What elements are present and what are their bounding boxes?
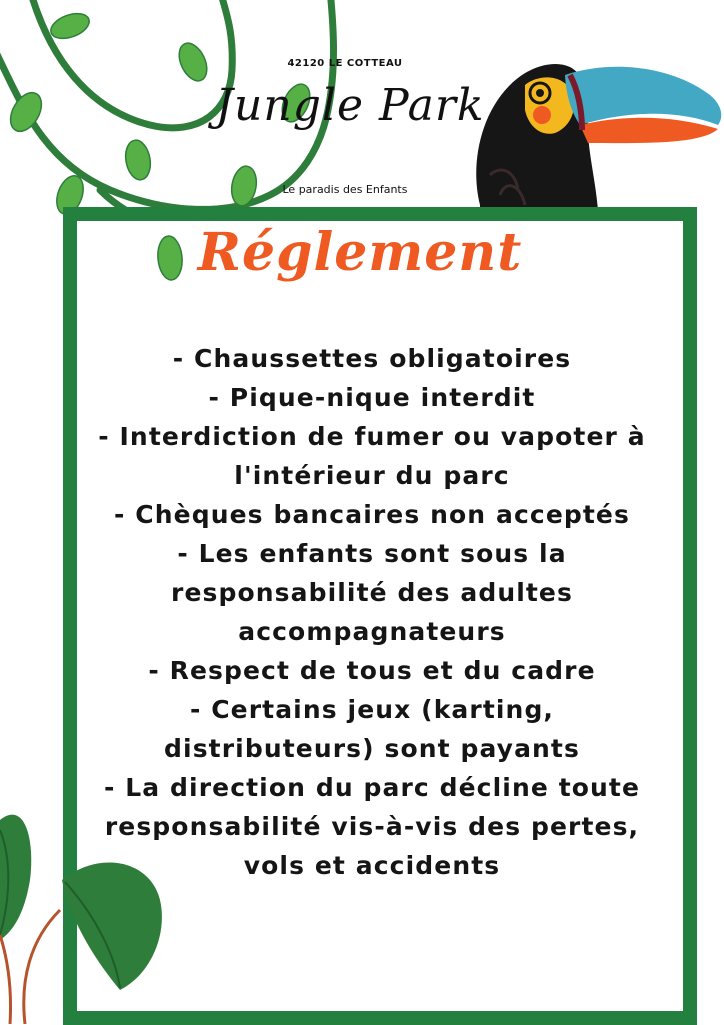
list-item: - La direction du parc décline toute responsabilité vis-à-vis des pertes, vols et accidents xyxy=(103,773,641,880)
list-item: - Chèques bancaires non acceptés xyxy=(114,500,630,529)
page-title: Réglement xyxy=(197,222,523,283)
list-item: - Chaussettes obligatoires xyxy=(172,344,572,373)
list-item: - Pique-nique interdit xyxy=(208,383,536,412)
tagline-text: Le paradis des Enfants xyxy=(282,183,408,196)
list-item: - Certains jeux (karting, distributeurs) sont payants xyxy=(164,695,580,763)
list-item: - Respect de tous et du cadre xyxy=(148,656,596,685)
list-item: - Interdiction de fumer ou vapoter à l'intérieur du parc xyxy=(98,422,646,490)
list-item: - Les enfants sont sous la responsabilité des adultes accompagnateurs xyxy=(171,539,573,646)
address-text: 42120 LE COTTEAU xyxy=(287,58,403,69)
rules-list xyxy=(92,339,652,885)
brand-logo-text: Jungle Park xyxy=(215,80,485,131)
toucan-icon xyxy=(470,55,724,210)
